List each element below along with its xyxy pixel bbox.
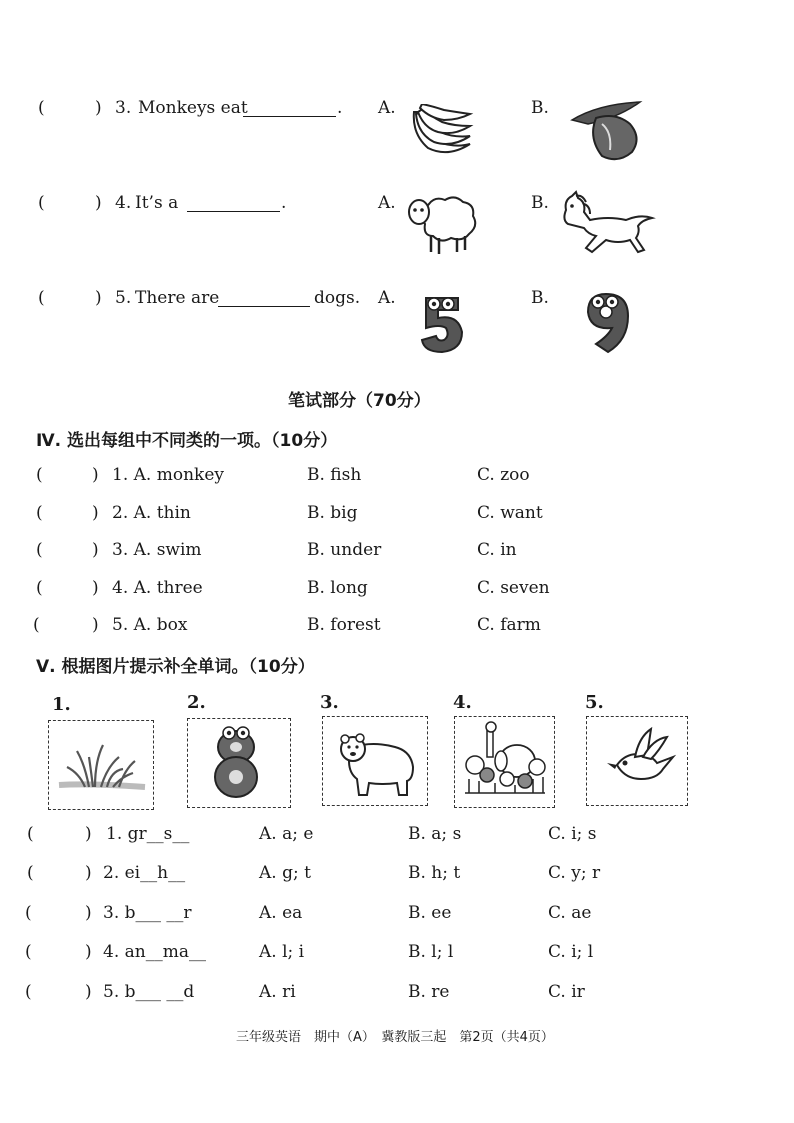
answer-paren-close: ) (92, 503, 99, 523)
option-c: C. in (477, 540, 517, 560)
question-number: 4. (115, 193, 132, 213)
section-4-title: Ⅳ. 选出每组中不同类的一项。（10分） (36, 431, 338, 451)
answer-paren-close: ) (95, 193, 102, 213)
option-c: C. ir (548, 982, 585, 1002)
answer-paren-close: ) (95, 98, 102, 118)
option-a: A. g; t (259, 863, 311, 883)
answer-paren-open: ( (25, 903, 32, 923)
number-five-icon (418, 292, 464, 354)
option-b: B. re (408, 982, 450, 1002)
option-a: 4. A. three (112, 578, 203, 598)
answer-paren-close: ) (85, 863, 92, 883)
option-a-label: A. (378, 288, 396, 308)
option-b: B. a; s (408, 824, 462, 844)
option-a-label: A. (378, 98, 396, 118)
picture-label: 5. (585, 692, 604, 713)
question-stem-end: . (337, 98, 343, 118)
option-a: A. ea (259, 903, 303, 923)
answer-blank[interactable] (243, 102, 336, 117)
answer-paren-open: ( (38, 193, 45, 213)
bananas-icon (408, 104, 476, 160)
question-stem-end: . (281, 193, 287, 213)
option-b-label: B. (531, 193, 549, 213)
answer-blank[interactable] (187, 197, 280, 212)
question-stem: Monkeys eat (138, 98, 248, 118)
answer-paren-close: ) (95, 288, 102, 308)
option-a: 1. A. monkey (112, 465, 224, 485)
option-c: C. y; r (548, 863, 601, 883)
peach-icon (568, 98, 646, 164)
option-a: A. ri (259, 982, 296, 1002)
grass-icon (49, 721, 153, 809)
answer-paren-close: ) (85, 942, 92, 962)
option-a: 3. A. swim (112, 540, 202, 560)
option-c: C. ae (548, 903, 592, 923)
answer-paren-close: ) (85, 982, 92, 1002)
answer-paren-close: ) (85, 824, 92, 844)
sheep-icon (405, 194, 479, 256)
word-to-complete: 3. b___ __r (103, 903, 192, 923)
option-c: C. zoo (477, 465, 530, 485)
option-b: B. big (307, 503, 358, 523)
option-b-label: B. (531, 288, 549, 308)
picture-label: 1. (52, 694, 71, 715)
option-c: C. seven (477, 578, 550, 598)
page-footer: 三年级英语 期中（A） 冀教版三起 第2页（共4页） (236, 1030, 554, 1045)
number-nine-icon (584, 290, 630, 354)
answer-paren-close: ) (92, 465, 99, 485)
horse-icon (556, 190, 656, 260)
option-c: C. i; l (548, 942, 594, 962)
answer-paren-close: ) (92, 615, 99, 635)
option-a: A. a; e (259, 824, 314, 844)
bird-icon (587, 717, 687, 805)
option-c: C. want (477, 503, 543, 523)
picture-box-2 (187, 718, 291, 808)
answer-paren-open: ( (38, 288, 45, 308)
option-b: B. l; l (408, 942, 454, 962)
answer-paren-close: ) (92, 540, 99, 560)
question-stem: There are (135, 288, 220, 308)
picture-label: 3. (320, 692, 339, 713)
picture-box-4 (454, 716, 555, 808)
option-a: 5. A. box (112, 615, 188, 635)
written-part-heading: 笔试部分（70分） (288, 391, 431, 411)
answer-paren-open: ( (36, 578, 43, 598)
number-eight-icon (188, 719, 290, 807)
option-b: B. ee (408, 903, 452, 923)
picture-box-1 (48, 720, 154, 810)
option-b: B. h; t (408, 863, 461, 883)
answer-paren-open: ( (27, 863, 34, 883)
option-b: B. fish (307, 465, 362, 485)
question-stem-end: dogs. (314, 288, 361, 308)
animals-icon (455, 717, 554, 807)
option-b: B. under (307, 540, 382, 560)
section-5-title: Ⅴ. 根据图片提示补全单词。（10分） (36, 657, 315, 677)
picture-label: 4. (453, 692, 472, 713)
answer-paren-open: ( (33, 615, 40, 635)
option-a-label: A. (378, 193, 396, 213)
answer-paren-open: ( (36, 540, 43, 560)
answer-paren-close: ) (92, 578, 99, 598)
option-c: C. farm (477, 615, 541, 635)
answer-paren-close: ) (85, 903, 92, 923)
word-to-complete: 2. ei__h__ (103, 863, 186, 883)
question-stem: It’s a (135, 193, 179, 213)
answer-paren-open: ( (36, 465, 43, 485)
picture-label: 2. (187, 692, 206, 713)
picture-box-3 (322, 716, 428, 806)
answer-paren-open: ( (25, 982, 32, 1002)
word-to-complete: 5. b___ __d (103, 982, 195, 1002)
option-a: A. l; i (259, 942, 305, 962)
option-b: B. forest (307, 615, 381, 635)
bear-icon (323, 717, 427, 805)
answer-paren-open: ( (38, 98, 45, 118)
answer-paren-open: ( (25, 942, 32, 962)
question-number: 3. (115, 98, 132, 118)
word-to-complete: 4. an__ma__ (103, 942, 206, 962)
option-b: B. long (307, 578, 368, 598)
word-to-complete: 1. gr__s__ (106, 824, 190, 844)
answer-paren-open: ( (27, 824, 34, 844)
answer-paren-open: ( (36, 503, 43, 523)
answer-blank[interactable] (218, 292, 310, 307)
option-a: 2. A. thin (112, 503, 191, 523)
option-b-label: B. (531, 98, 549, 118)
question-number: 5. (115, 288, 132, 308)
picture-box-5 (586, 716, 688, 806)
option-c: C. i; s (548, 824, 597, 844)
